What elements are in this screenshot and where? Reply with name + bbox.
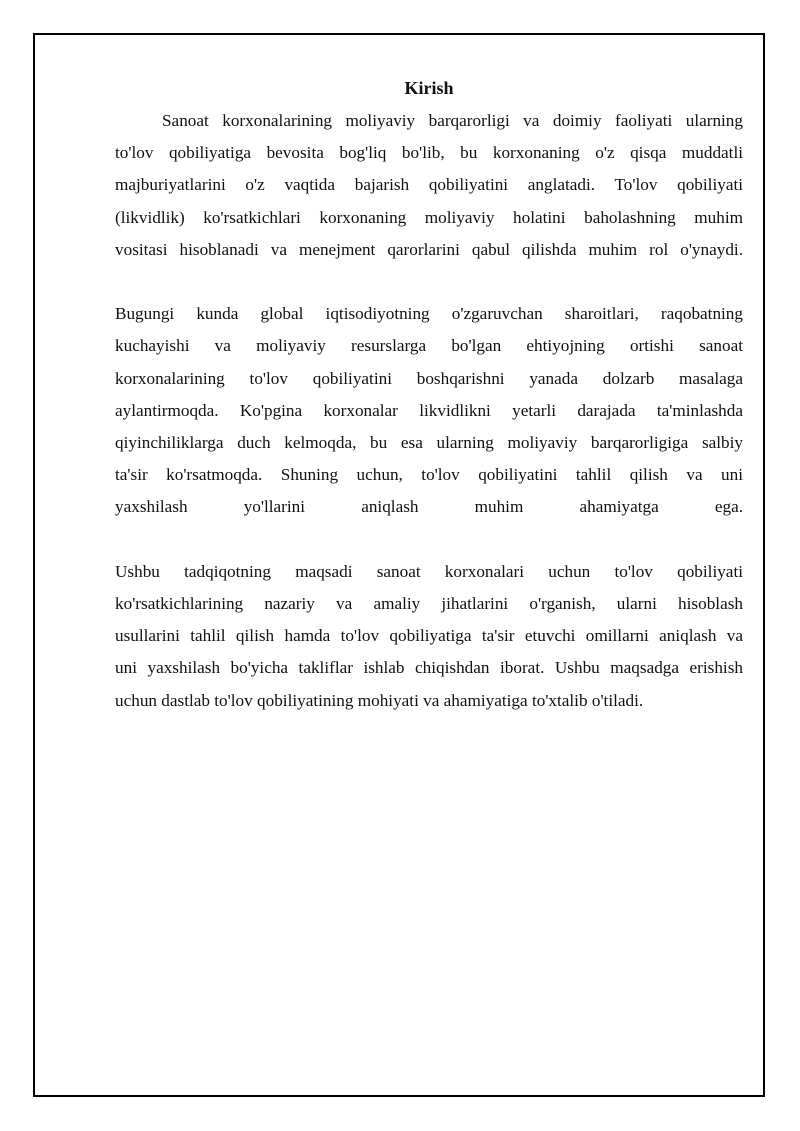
paragraph-line: to'lov qobiliyatiga bevosita bog'liq bo'lib, bu korxonaning o'z qisqa muddatli (115, 143, 743, 163)
paragraph-line: Ushbu tadqiqotning maqsadi sanoat korxonalari uchun to'lov qobiliyati (115, 561, 743, 581)
document-body (115, 72, 743, 717)
paragraph-line: uchun dastlab to'lov qobiliyatining mohiyati va ahamiyatiga to'xtalib o'tiladi. (115, 690, 644, 710)
paragraph-line: vositasi hisoblanadi va menejment qarorlarini qabul qilishda muhim rol o'ynaydi. (115, 239, 743, 259)
paragraph-line: Bugungi kunda global iqtisodiyotning o'zgaruvchan sharoitlari, raqobatning (115, 304, 743, 324)
document-title: Kirish (404, 78, 454, 98)
paragraph-line: korxonalarining to'lov qobiliyatini boshqarishni yanada dolzarb masalaga (115, 368, 743, 388)
paragraph-line: usullarini tahlil qilish hamda to'lov qobiliyatiga ta'sir etuvchi omillarni aniqlash va (115, 626, 743, 646)
paragraph-spacer (115, 524, 743, 556)
paragraph-line: uni yaxshilash bo'yicha takliflar ishlab chiqishdan iborat. Ushbu maqsadga erishish (115, 658, 743, 678)
paragraph-line: kuchayishi va moliyaviy resurslarga bo'lgan ehtiyojning ortishi sanoat (115, 336, 743, 356)
paragraph-line: majburiyatlarini o'z vaqtida bajarish qobiliyatini anglatadi. To'lov qobiliyati (115, 175, 743, 195)
paragraph-line: (likvidlik) ko'rsatkichlari korxonaning moliyaviy holatini baholashning muhim (115, 207, 743, 227)
paragraph-2 (115, 298, 743, 523)
paragraph-1 (115, 105, 743, 266)
paragraph-spacer (115, 266, 743, 298)
paragraph-line: yaxshilash yo'llarini aniqlash muhim ahamiyatga ega. (115, 497, 743, 517)
paragraph-line: Sanoat korxonalarining moliyaviy barqarorligi va doimiy faoliyati ularning (162, 111, 743, 130)
paragraph-line: ko'rsatkichlarining nazariy va amaliy jihatlarini o'rganish, ularni hisoblash (115, 594, 743, 614)
paragraph-line: ta'sir ko'rsatmoqda. Shuning uchun, to'lov qobiliyatini tahlil qilish va uni (115, 465, 743, 485)
paragraph-line: aylantirmoqda. Ko'pgina korxonalar likvidlikni yetarli darajada ta'minlashda (115, 400, 743, 420)
paragraph-3 (115, 556, 743, 717)
paragraph-line: qiyinchiliklarga duch kelmoqda, bu esa ularning moliyaviy barqarorligiga salbiy (115, 433, 743, 453)
